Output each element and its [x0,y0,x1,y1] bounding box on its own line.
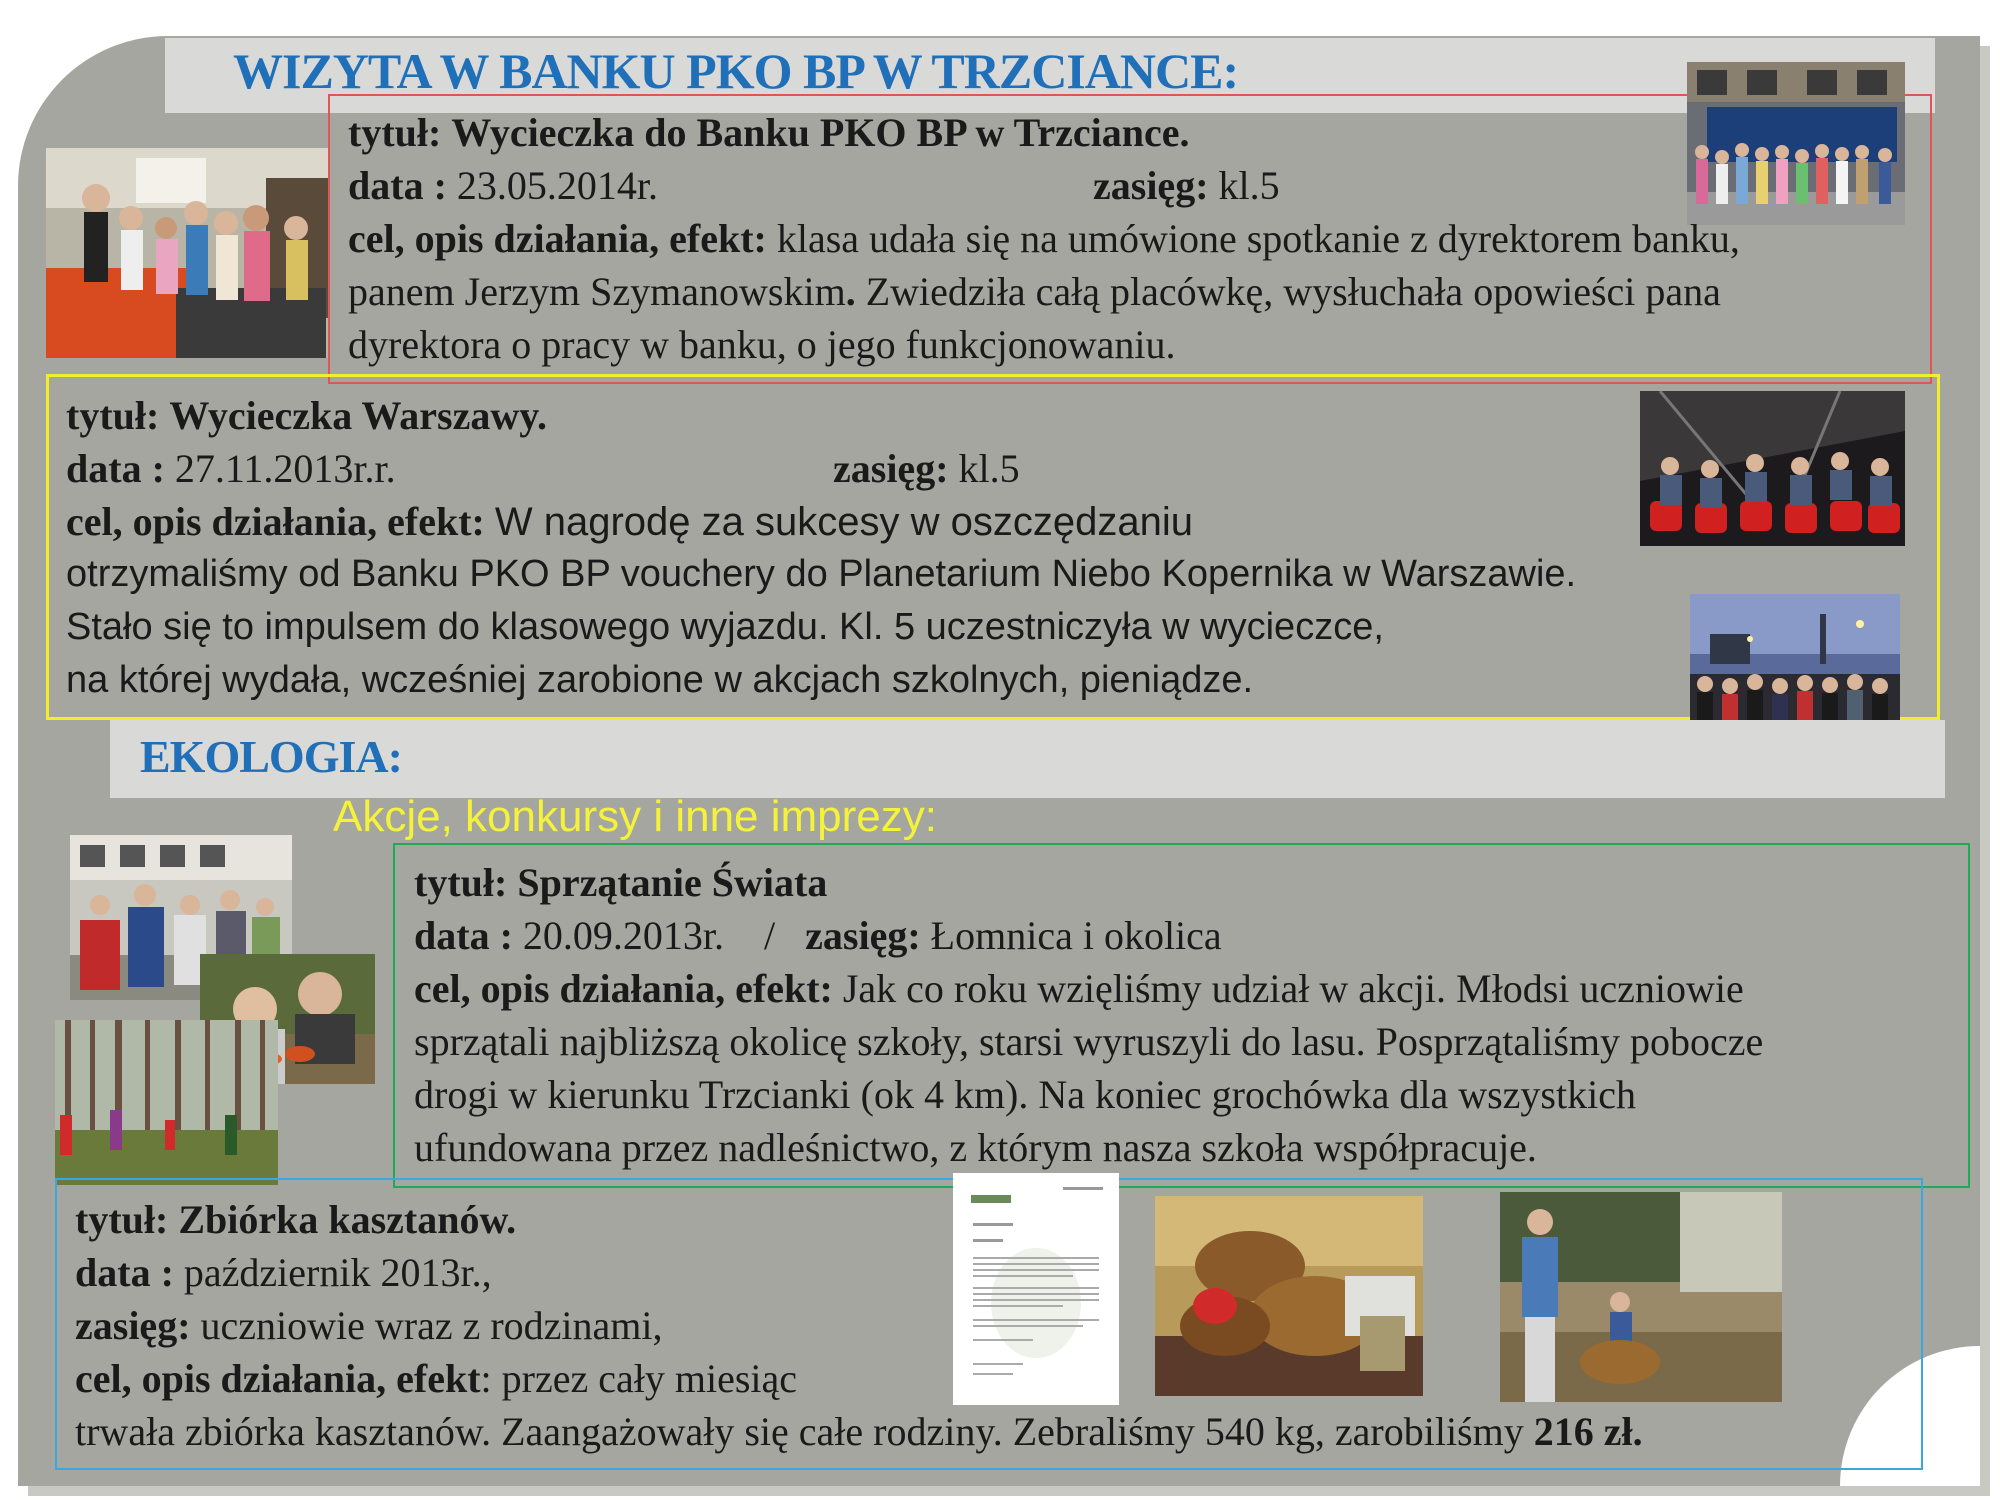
bank-title-line [348,106,1189,159]
label-title: tytuł: [66,393,160,438]
photo-bank-exterior [1687,62,1905,225]
bank-desc-line-1 [348,212,1740,265]
warsaw-desc-4: na której wydała, wcześniej zarobione w akcjach szkolnych, pieniądze. [66,659,1254,701]
warsaw-desc-2: otrzymaliśmy od Banku PKO BP vouchery do Planetarium Niebo Kopernika w Warszawie. [66,553,1577,595]
cleanup-desc-line-2 [414,1015,1763,1068]
cleanup-date-line [414,909,1222,962]
bank-desc-1: klasa udała się na umówione spotkanie z dyrektorem banku, [776,216,1740,261]
label-desc: cel, opis działania, efekt: [348,216,767,261]
warsaw-desc-line-4 [66,654,1253,707]
chestnut-title-line [75,1193,516,1246]
chestnut-amount: 216 zł. [1533,1409,1643,1454]
bank-scope-line [1093,159,1280,212]
cleanup-desc-1: Jak co roku wzięliśmy udział w akcji. Młodsi uczniowie [842,966,1744,1011]
label-date: data : [75,1250,174,1295]
label-date: data : [66,446,165,491]
chestnut-scope-line [75,1299,663,1352]
warsaw-desc-3: Stało się to impulsem do klasowego wyjazdu. Kl. 5 uczestniczyła w wycieczce, [66,606,1384,648]
warsaw-trip-date: 27.11.2013r.r. [174,446,396,491]
chestnut-date-line [75,1246,492,1299]
cleanup-desc-2: sprzątali najbliższą okolicę szkoły, starsi wyruszyli do lasu. Posprzątaliśmy pobocze [414,1019,1764,1064]
section-title-bank: WIZYTA W BANKU PKO BP W TRZCIANCE: [233,43,1239,99]
bank-trip-date: 23.05.2014r. [456,163,659,208]
photo-bank-interior [46,148,328,358]
bank-desc-2c: Zwiedziła całą placówkę, wysłuchała opowieści pana [855,269,1721,314]
label-scope: zasięg: [833,446,949,491]
photo-thank-you-letter [953,1173,1119,1405]
label-desc: cel, opis działania, efekt: [414,966,833,1011]
label-scope: zasięg: [1093,163,1209,208]
label-title: tytuł: [75,1197,169,1242]
warsaw-title-line [66,389,547,442]
chestnut-desc-2: trwała zbiórka kasztanów. Zaangażowały się całe rodziny. Zebraliśmy 540 kg, zarobiliśmy [75,1409,1534,1454]
warsaw-trip-scope: kl.5 [958,446,1020,491]
label-title: tytuł: [414,860,508,905]
warsaw-date-line [66,442,396,495]
bank-desc-2a: panem Jerzym Szymanowskim [348,269,846,314]
bank-trip-scope: kl.5 [1218,163,1280,208]
bank-date-line [348,159,658,212]
cleanup-title: Sprzątanie Świata [517,860,828,905]
bank-desc-2b: . [845,269,856,314]
bank-desc-3: dyrektora o pracy w banku, o jego funkcjonowaniu. [348,322,1176,367]
cleanup-desc-line-3 [414,1068,1636,1121]
photo-cleanup-forest [55,1020,278,1185]
bank-trip-title: Wycieczka do Banku PKO BP w Trzciance. [451,110,1190,155]
label-title: tytuł: [348,110,442,155]
photo-planetarium [1640,391,1905,546]
chestnut-desc-1: : przez cały miesiąc [480,1356,798,1401]
warsaw-desc-line-2 [66,548,1576,601]
label-date: data : [348,163,447,208]
warsaw-trip-title: Wycieczka Warszawy. [169,393,548,438]
label-scope: zasięg: [805,913,921,958]
section-title-ecology: EKOLOGIA: [140,731,402,782]
chestnut-title: Zbiórka kasztanów. [178,1197,517,1242]
chestnut-desc-line-2 [75,1405,1643,1458]
chestnut-date: październik 2013r., [183,1250,492,1295]
cleanup-date: 20.09.2013r. [522,913,725,958]
cleanup-scope: Łomnica i okolica [930,913,1222,958]
chestnut-desc-line-1 [75,1352,797,1405]
date-scope-separator: / [764,913,776,958]
warsaw-desc-1: W nagrodę za sukcesy w oszczędzaniu [494,500,1193,544]
warsaw-scope-line [833,442,1020,495]
photo-chestnut-sacks [1155,1196,1423,1396]
ecology-subtitle: Akcje, konkursy i inne imprezy: [333,792,937,841]
warsaw-desc-line-3 [66,601,1384,654]
bank-desc-line-3 [348,318,1176,371]
cleanup-desc-4: ufundowana przez nadleśnictwo, z którym nasza szkoła współpracuje. [414,1125,1537,1170]
warsaw-desc-line-1 [66,495,1193,549]
chestnut-scope: uczniowie wraz z rodzinami, [200,1303,663,1348]
label-desc: cel, opis działania, efekt: [66,499,485,544]
label-desc: cel, opis działania, efekt [75,1356,481,1401]
cleanup-desc-line-4 [414,1121,1537,1174]
photo-chestnut-collecting [1500,1192,1782,1402]
cleanup-desc-line-1 [414,962,1744,1015]
label-date: data : [414,913,513,958]
cleanup-desc-3: drogi w kierunku Trzcianki (ok 4 km). Na koniec grochówka dla wszystkich [414,1072,1636,1117]
cleanup-title-line [414,856,827,909]
bank-desc-line-2 [348,265,1721,318]
label-scope: zasięg: [75,1303,191,1348]
